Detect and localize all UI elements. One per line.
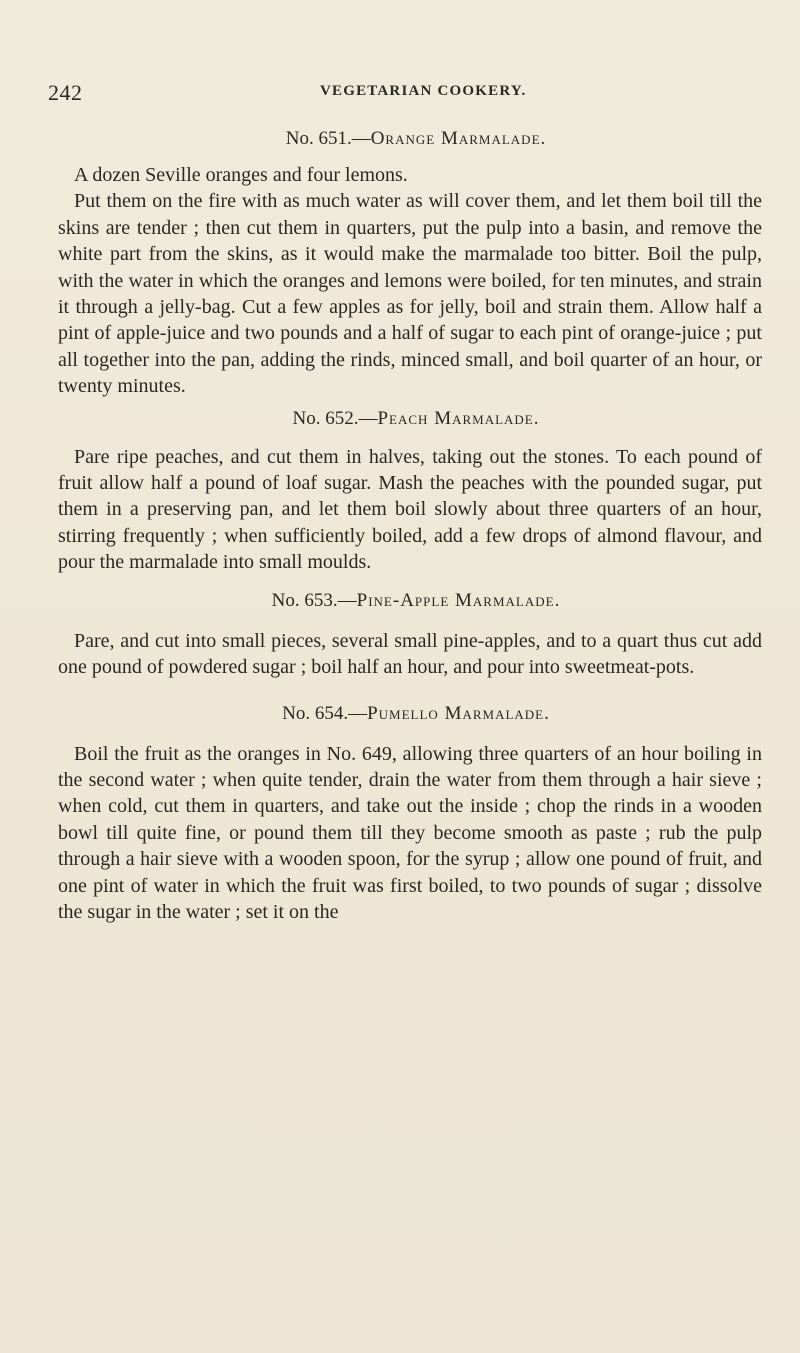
recipe-peach-marmalade xyxy=(58,406,762,576)
recipe-heading xyxy=(58,126,762,152)
recipe-paragraph: A dozen Seville oranges and four lemons. xyxy=(74,164,408,186)
heading-dash: — xyxy=(358,407,378,429)
recipe-number: No. 652. xyxy=(292,407,359,429)
recipe-title: Orange Marmalade. xyxy=(370,128,547,149)
recipe-pine-apple-marmalade xyxy=(58,588,762,681)
page-header xyxy=(48,80,768,106)
recipe-number: No. 653. xyxy=(271,589,338,611)
recipe-heading xyxy=(58,701,762,727)
recipe-title: Peach Marmalade. xyxy=(377,407,540,429)
recipe-title: Pine-Apple Marmalade. xyxy=(356,589,561,611)
heading-dash: — xyxy=(348,702,368,724)
recipe-paragraph: Put them on the fire with as much water as will cover them, and let them boil till the skins are tender ; then cut them in quarters, put the pulp into a basin, and remove the white part from the skins, as it would make the marmalade too bitter. Boil the pulp, with the water in which the oranges and lemons were boiled, for ten minutes, and strain it through a jelly-bag. Cut a few apples as for jelly, boil and strain them. Allow half a pint of apple-juice and two pounds and a half of sugar to each pint of orange-juice ; put all together into the pan, adding the rinds, minced small, and boil quarter of an hour, or twenty minutes. xyxy=(58,190,762,398)
running-head: VEGETARIAN COOKERY. xyxy=(320,83,527,99)
recipe-orange-marmalade xyxy=(58,126,762,400)
recipe-heading xyxy=(58,588,762,614)
recipe-title: Pumello Marmalade. xyxy=(367,702,550,724)
recipe-number: No. 654. xyxy=(282,702,349,724)
recipe-paragraph: Boil the fruit as the oranges in No. 649, allowing three quarters of an hour boiling in the second water ; when quite tender, drain the water from them through a hair sieve ; when cold, cut them in quarters, and take out the inside ; chop the rinds in a wooden bowl till quite fine, or pound them till they become smooth as paste ; rub the pulp through a hair sieve with a wooden spoon, for the syrup ; allow one pound of fruit, and one pint of water in which the fruit was first boiled, to two pounds of sugar ; dissolve the sugar in the water ; set it on the xyxy=(58,742,762,923)
recipe-number: No. 651. xyxy=(285,128,352,149)
recipe-paragraph: Pare, and cut into small pieces, several small pine-apples, and to a quart thus cut add one pound of powdered sugar ; boil half an hour, and pour into sweetmeat-pots. xyxy=(58,629,762,679)
page-number: 242 xyxy=(48,80,83,105)
heading-dash: — xyxy=(337,589,357,611)
page-body xyxy=(58,126,762,925)
heading-dash: — xyxy=(351,128,371,149)
recipe-pumello-marmalade xyxy=(58,701,762,926)
recipe-paragraph: Pare ripe peaches, and cut them in halves, taking out the stones. To each pound of fruit allow half a pound of loaf sugar. Mash the peaches with the pounded sugar, put them in a preserving pan, and let them boil slowly about three quarters of an hour, stirring frequently ; when sufficiently boiled, add a few drops of almond flavour, and pour the marmalade into small moulds. xyxy=(58,445,762,574)
recipe-heading xyxy=(58,406,762,432)
